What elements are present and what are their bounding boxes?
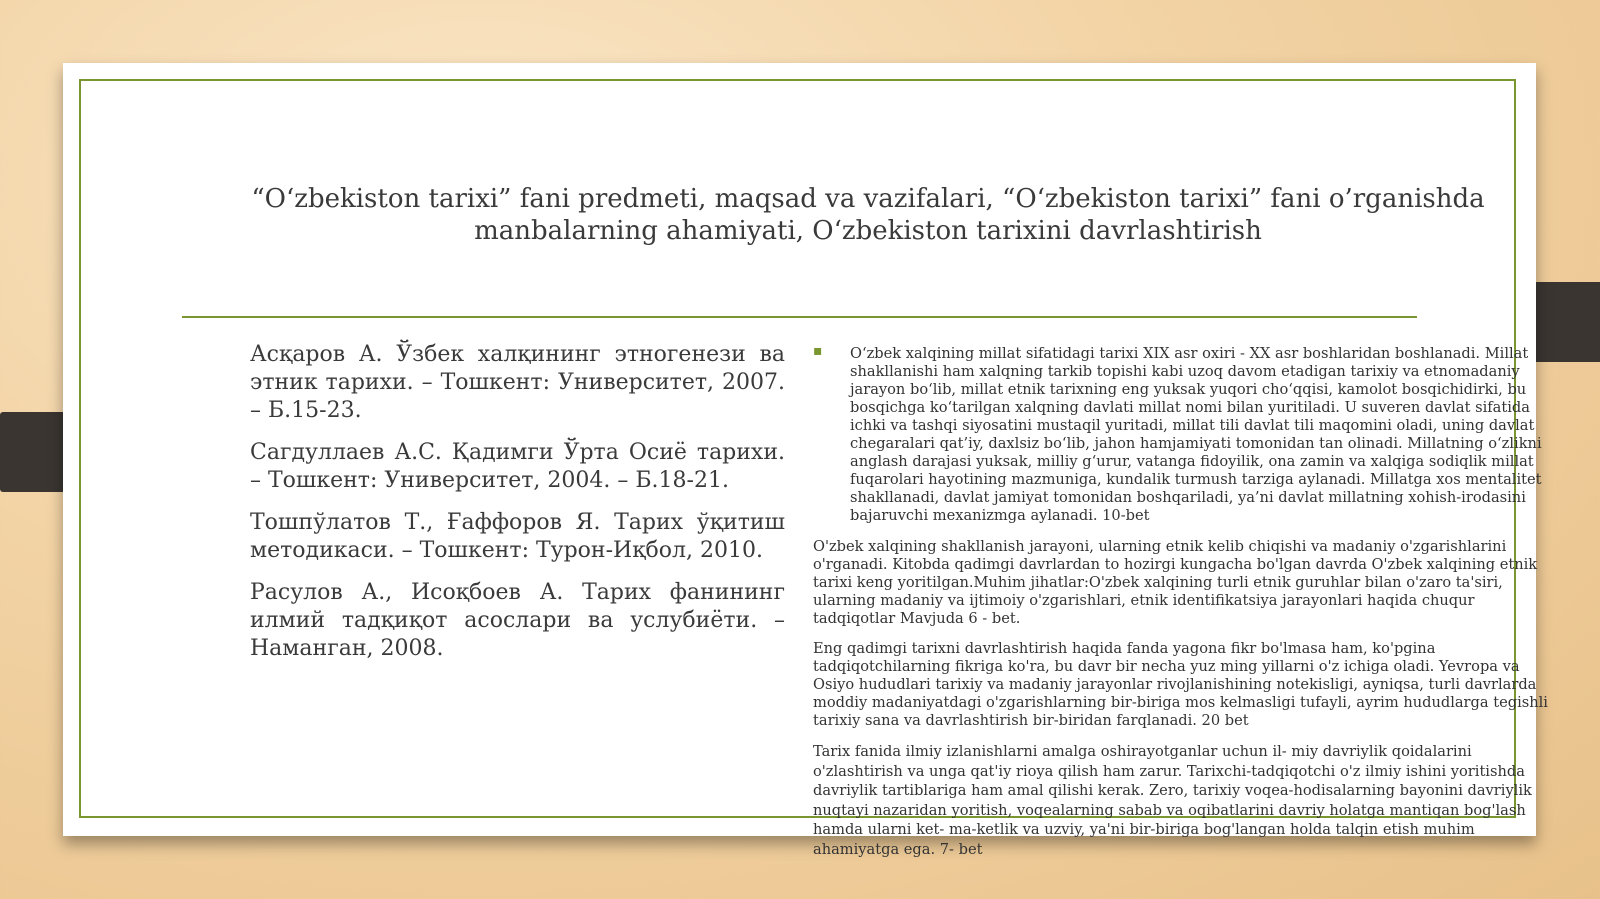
bullet-text: O‘zbek xalqining millat sifatidagi tarixi XIX asr oxiri - XX asr boshlaridan boshlanadi. Millat shakllanishi ham xalqning tarkib topishi kabi uzoq davom etadigan tarixiy va etnomadaniy jarayon bo‘lib, millat etnik tarixning eng yuksak yuqori cho‘qqisi, kamolot bosqichidirki, bu bosqichga ko‘tarilgan xalqning davlati millat nomi bilan yuritiladi. U suveren davlat sifatida ichki va tashqi siyosatini mustaqil yuritadi, millat tili davlat tili maqomini oladi, uning davlat chegaralari qat’iy, daxlsiz bo‘lib, jahon hamjamiyati tomonidan tan olinadi. Millatning o‘zlikni anglash darajasi yuksak, milliy g‘urur, vatanga fidoyilik, ona zamin va xalqiga sodiqlik millat fuqarolari hayotining mazmuniga, kundalik turmush tarziga aylanadi. Millatga xos mentalitet shakllanadi, davlat jamiyat tomonidan boshqariladi, ya’ni davlat millatning xohish-irodasini bajaruvchi mexanizmga aylanadi. 10-bet (850, 345, 1542, 524)
reference-item: Сагдуллаев А.С. Қадимги Ўрта Осиё тарихи. – Тошкент: Университет, 2004. – Б.18-21. (250, 440, 785, 493)
reference-item: Расулов А., Исоқбоев А. Тарих фанининг илмий тадқиқот асослари ва услубиёти. – Наманган, 2008. (250, 580, 785, 661)
reference-item: Асқаров А. Ўзбек халқининг этногенези ва этник тарихи. – Тошкент: Университет, 2007. – Б.15-23. (250, 342, 785, 423)
content-column (813, 345, 1555, 871)
slide (63, 63, 1548, 858)
paragraph: Eng qadimgi tarixni davrlashtirish haqida fanda yagona fikr bo'lmasa ham, ko'pgina tadqiqotchilarning fikriga ko'ra, bu davr bir necha yuz ming yillarni o'z ichiga oladi. Yevropa va Osiyo hududlari tarixiy va madaniy jarayonlar rivojlanishining notekisligi, ayniqsa, turli davrlarda moddiy madaniyatdagi o'zgarishlarning bir-biriga mos kelmasligi tufayli, ayrim hududlarga tegishli tarixiy sana va davrlashtirish bir-biridan farqlanadi. 20 bet (813, 640, 1548, 729)
slide-title: “O‘zbekiston tarixi” fani predmeti, maqsad va vazifalari, “O‘zbekiston tarixi” fani o’rganishda manbalarning ahamiyati, O‘zbekiston tarixini davrlashtirish (251, 184, 1485, 246)
bullet-square-icon: ▪ (813, 343, 823, 359)
reference-item: Тошпўлатов Т., Ғаффоров Я. Тарих ўқитиш методикаси. – Тошкент: Турон-Иқбол, 2010. (250, 510, 785, 563)
paragraph: O'zbek xalqining shakllanish jarayoni, ularning etnik kelib chiqishi va madaniy o'zgarishlarini o'rganadi. Kitobda qadimgi davrlardan to hozirgi kungacha bo'lgan davrda O'zbek xalqining etnik tarixi keng yoritilgan.Muhim jihatlar:O'zbek xalqining turli etnik guruhlar bilan o'zaro ta'siri, ularning madaniy va ijtimoiy o'zgarishlari, etnik identifikatsiya jarayonlari haqida chuqur tadqiqotlar Mavjuda 6 - bet. (813, 538, 1538, 627)
paragraph: Tarix fanida ilmiy izlanishlarni amalga oshirayotganlar uchun il- miy davriylik qoidalarini o'zlashtirish va unga qat'iy rioya qilish ham zarur. Tarixchi-tadqiqotchi o'z ilmiy ishini yoritishda davriylik tartiblariga ham amal qilishi kerak. Zero, tarixiy voqea-hodisalarning bayonini davriylik nuqtayi nazaridan yoritish, voqealarning sabab va oqibatlarini davriy holatga mantiqan bog'lash hamda ularni ket- ma-ketlik va uzviy, ya'ni bir-biriga bog'langan holda talqin etish muhim ahamiyatga ega. 7- bet (813, 743, 1532, 858)
title-divider (182, 316, 1417, 318)
references-list (250, 341, 785, 677)
bullet-paragraph (813, 345, 1555, 525)
